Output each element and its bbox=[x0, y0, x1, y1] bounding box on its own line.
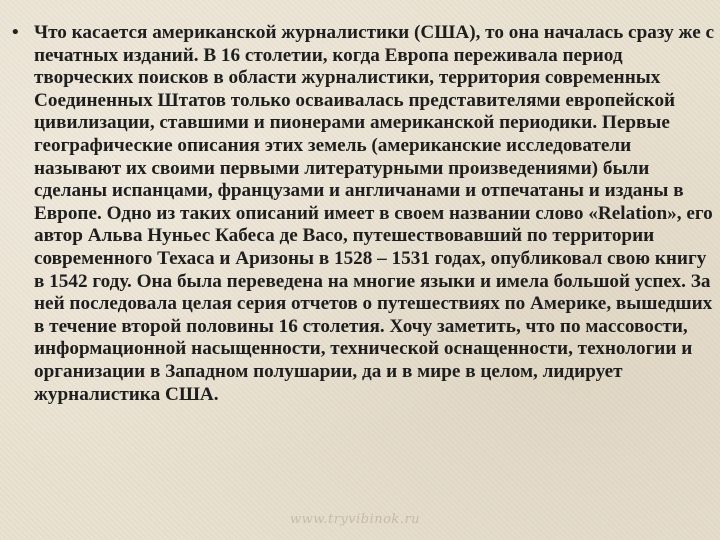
body-paragraph: Что касается американской журналистики (США), то она началась сразу же с печатных изданий. В 16 столетии, когда Европа переживала период творческих поисков в области журналистики, территория современных Соединенных Штатов только осваивалась представителями европейской цивилизации, ставшими и пионерами американской периодики. Первые географические описания этих земель (американские исследователи называют их своими первыми литературными произведениями) были сделаны испанцами, французами и англичанами и отпечатаны и изданы в Европе. Одно из таких описаний имеет в своем названии слово «Relation», его автор Альва Нуньес Кабеса де Васо, путешествовавший по территории современного Техаса и Аризоны в 1528 – 1531 годах, опубликовал свою книгу в 1542 году. Она была переведена на многие языки и имела большой успех. За ней последовала целая серия отчетов о путешествиях по Америке, вышедших в течение второй половины 16 столетия. Хочу заметить, что по массовости, информационной насыщенности, технической оснащенности, технологии и организации в Западном полушарии, да и в мире в целом, лидирует журналистика США. bbox=[34, 22, 715, 405]
watermark: www.tryvibinok.ru bbox=[290, 512, 421, 527]
bullet-marker: • bbox=[10, 22, 21, 43]
